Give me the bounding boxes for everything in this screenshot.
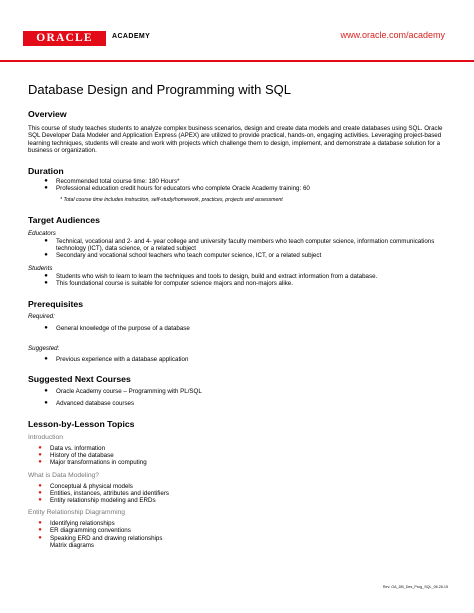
list-item: ● Technical, vocational and 2- and 4- year college and university faculty members who teach computer science, information communications technology (ICT), data science, or a related subject xyxy=(56,238,448,252)
students-label: Students xyxy=(28,265,53,273)
topic-group-title: Entity Relationship Diagramming xyxy=(28,509,126,517)
next-courses-heading: Suggested Next Courses xyxy=(28,374,131,385)
topic-group-title: Introduction xyxy=(28,433,63,441)
bullet-icon: ● xyxy=(44,324,48,331)
bullet-icon: ● xyxy=(44,252,48,259)
target-heading: Target Audiences xyxy=(28,215,100,226)
duration-heading: Duration xyxy=(28,165,64,176)
bullet-icon: ● xyxy=(38,452,42,459)
list-item: ● Conceptual & physical models xyxy=(50,483,448,490)
list-item: ● History of the database xyxy=(50,452,448,459)
list-item: Matrix diagrams xyxy=(50,541,95,549)
bullet-icon: ● xyxy=(38,489,42,496)
prerequisites-heading: Prerequisites xyxy=(28,299,84,310)
bullet-icon: ● xyxy=(44,237,48,244)
bullet-icon: ● xyxy=(38,527,42,534)
list-item: ● Entity relationship modeling and ERDs xyxy=(50,497,448,504)
bullet-icon: ● xyxy=(44,280,48,287)
suggested-label: Suggested: xyxy=(28,344,60,352)
topic-group-title: What is Data Modeling? xyxy=(28,471,99,479)
duration-list xyxy=(44,177,448,192)
list-item: ● Professional education credit hours for educators who complete Oracle Academy training: 60 xyxy=(56,185,448,192)
educators-label: Educators xyxy=(28,230,56,238)
bullet-icon: ● xyxy=(38,534,42,541)
list-item: ● Previous experience with a database application xyxy=(56,356,448,363)
next-courses-list xyxy=(44,388,448,407)
list-item: ● Major transformations in computing xyxy=(50,459,448,466)
topic-group-list xyxy=(38,482,448,505)
topic-group-list xyxy=(38,444,448,467)
list-item: ● Entities, instances, attributes and identifiers xyxy=(50,490,448,497)
bullet-icon: ● xyxy=(38,520,42,527)
list-item: ● Oracle Academy course – Programming with PL/SQL xyxy=(56,388,448,395)
list-item: ● ER diagramming conventions xyxy=(50,527,448,534)
document-body xyxy=(28,82,448,549)
students-list xyxy=(44,272,448,288)
overview-text: This course of study teaches students to analyze complex business scenarios, design and create data models and create databases using SQL. Oracle SQL Developer Data Modeler and Application Express (APEX) are utilized to provide practical, hands-on, engaging activities. Leveraging project-based learning techniques, students will create and work with projects which challenge them to design, implement, and demonstrate a database solution for a business or organization. xyxy=(28,125,443,155)
bullet-icon: ● xyxy=(44,356,48,363)
bullet-icon: ● xyxy=(38,496,42,503)
page-title: Database Design and Programming with SQL xyxy=(28,82,292,97)
bullet-icon: ● xyxy=(38,444,42,451)
oracle-logo[interactable]: ORACLE xyxy=(23,31,106,46)
list-item: ● Students who wish to learn to learn the techniques and tools to design, build and extract information from a database. xyxy=(56,273,448,280)
bullet-icon: ● xyxy=(44,388,48,395)
list-item: ● Identifying relationships xyxy=(50,520,448,527)
list-item: ● General knowledge of the purpose of a database xyxy=(56,325,448,332)
bullet-icon: ● xyxy=(44,399,48,406)
list-item: ● Advanced database courses xyxy=(56,400,448,407)
bullet-icon: ● xyxy=(44,177,48,184)
bullet-icon: ● xyxy=(38,482,42,489)
revision-footer: Rev. OA_DB_Des_Prog_SQL_06.26.15 xyxy=(382,585,448,589)
list-item: ● Speaking ERD and drawing relationships xyxy=(50,535,448,542)
header-divider xyxy=(0,60,474,62)
topics-heading: Lesson-by-Lesson Topics xyxy=(28,418,135,429)
bullet-icon: ● xyxy=(44,184,48,191)
topic-group-list xyxy=(38,520,448,549)
required-list xyxy=(44,324,448,332)
academy-label: ACADEMY xyxy=(112,33,151,40)
academy-url-link[interactable]: www.oracle.com/academy xyxy=(340,30,445,40)
educators-list xyxy=(44,237,448,260)
required-label: Required: xyxy=(28,313,55,321)
overview-heading: Overview xyxy=(28,109,67,119)
list-item: ● Data vs. information xyxy=(50,445,448,452)
list-item: ● Recommended total course time: 180 Hours* xyxy=(56,178,448,185)
page-header xyxy=(0,0,474,64)
list-item: ● Secondary and vocational school teachers who teach computer science, ICT, or a related subject xyxy=(56,252,448,259)
suggested-list xyxy=(44,356,448,364)
bullet-icon: ● xyxy=(44,272,48,279)
list-item: ● This foundational course is suitable for computer science majors and non-majors alike. xyxy=(56,280,448,287)
bullet-icon: ● xyxy=(38,459,42,466)
duration-note: * Total course time includes instruction, self-study/homework, practices, projects and assessment xyxy=(60,197,283,204)
